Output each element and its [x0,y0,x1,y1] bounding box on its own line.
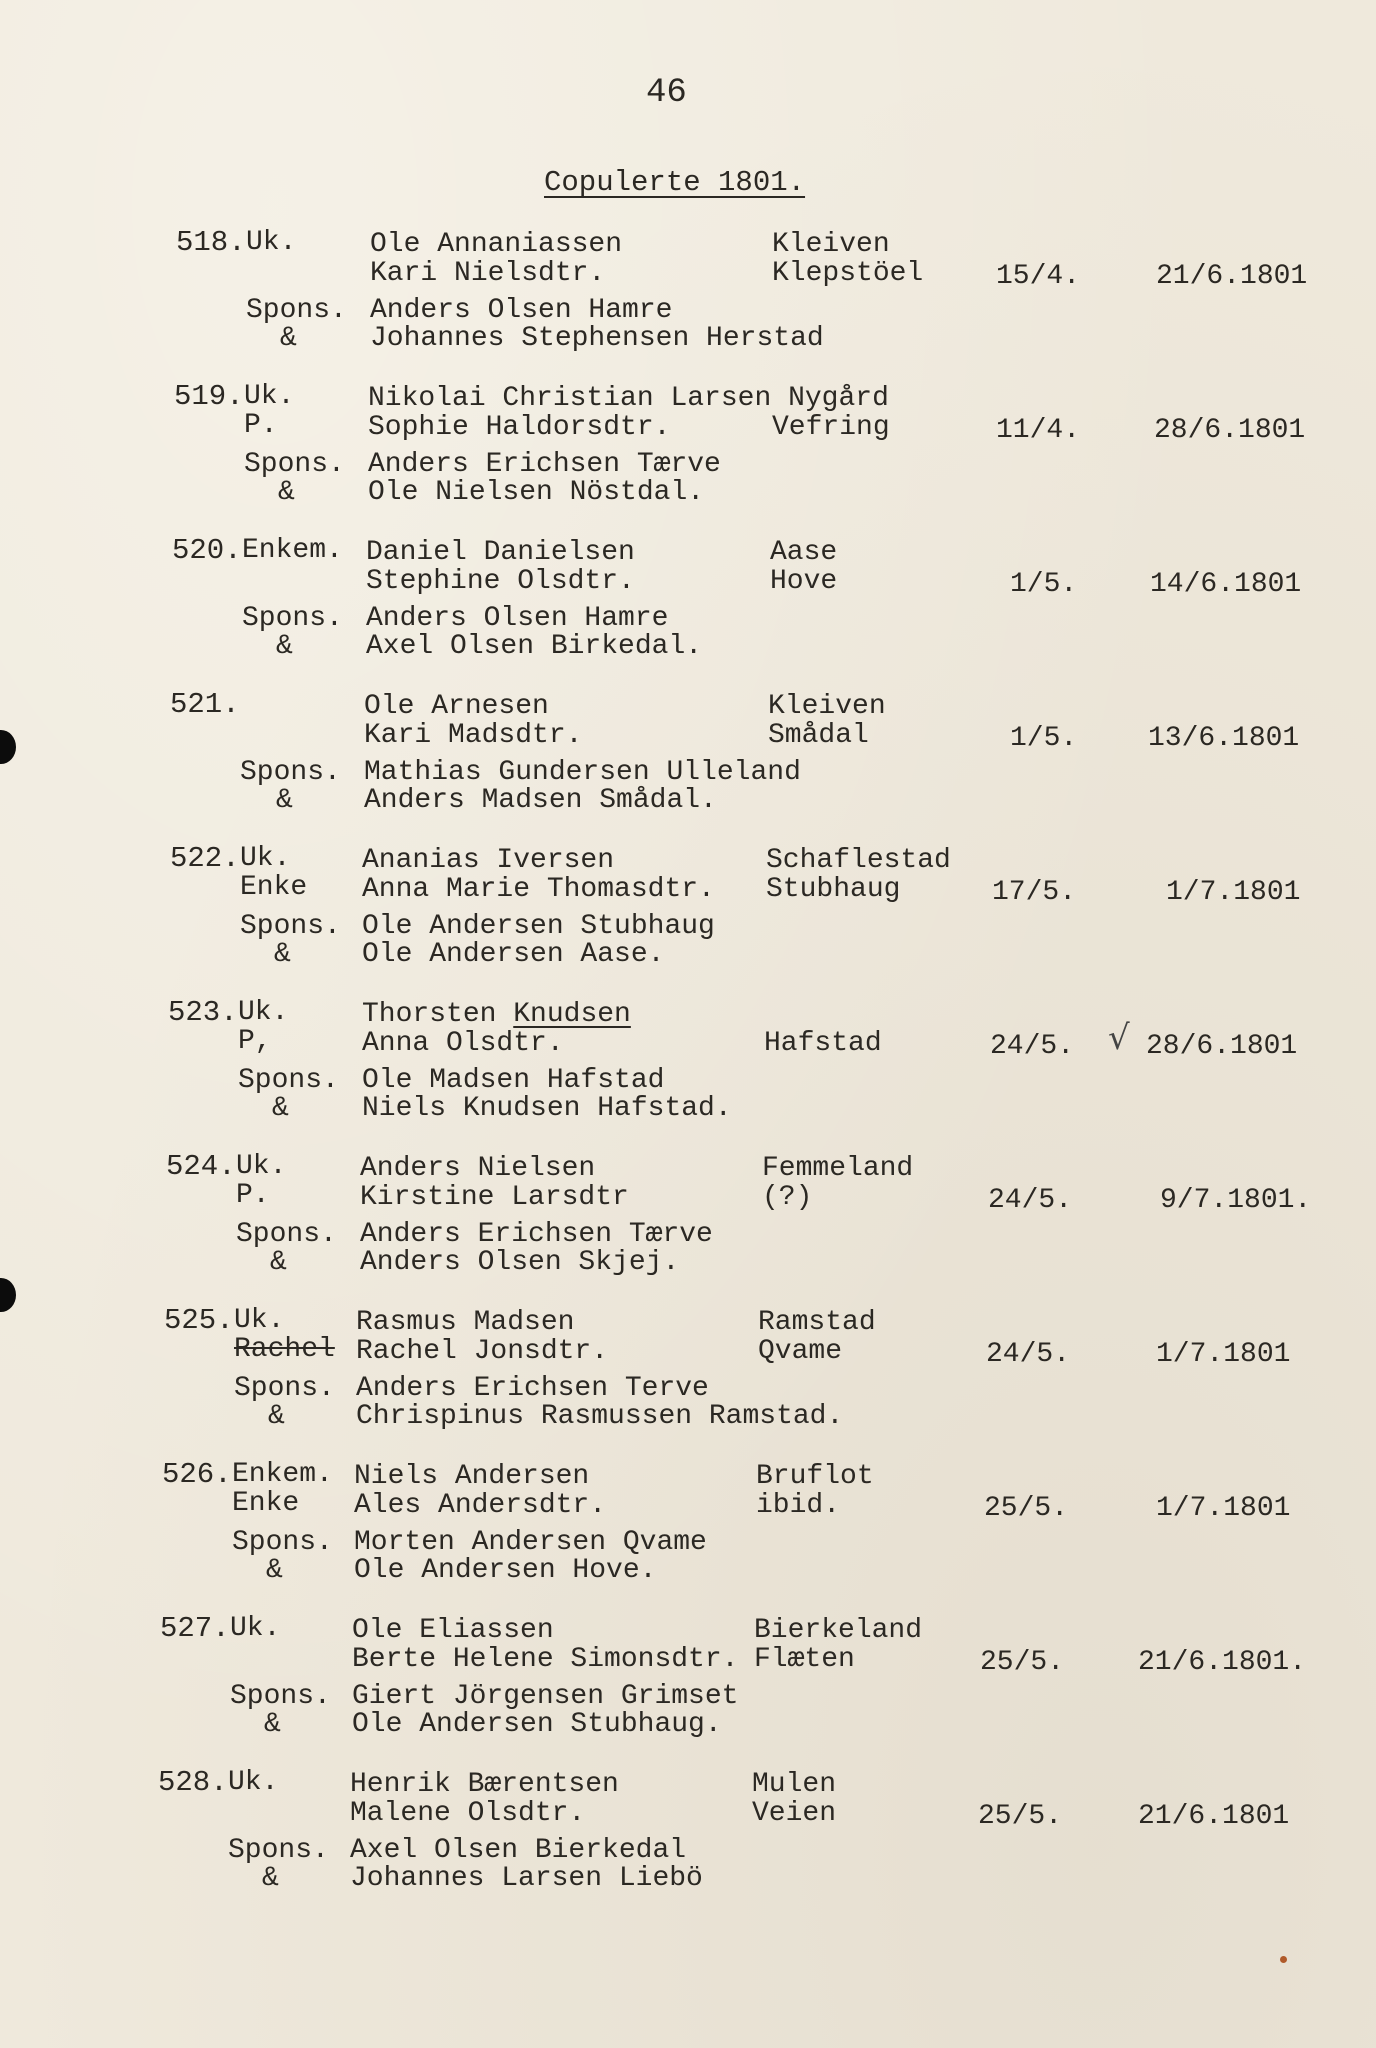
bride-status-struck: Rachel [234,1334,335,1365]
ink-spot [1280,1956,1287,1963]
marriage-entry [0,690,1376,840]
marriage-entry [0,382,1376,532]
sponsor-2: Johannes Larsen Liebö [350,1863,703,1894]
ampersand: & [276,785,293,816]
sponsor-1: Morten Andersen Qvame [354,1527,707,1558]
bride-name: Sophie Haldorsdtr. [368,412,671,443]
sponsor-2: Niels Knudsen Hafstad. [362,1093,732,1124]
groom-surname: Knudsen [513,999,631,1030]
ampersand: & [270,1247,287,1278]
groom-name: Ananias Iversen [362,845,615,876]
banns-date: 17/5. [992,877,1077,908]
sponsor-1: Anders Olsen Hamre [370,295,673,326]
sponsors-label: Spons. [228,1835,329,1866]
groom-status: Uk. [244,381,295,412]
groom-name: Henrik Bærentsen [350,1769,619,1800]
sponsors-label: Spons. [240,911,341,942]
page-title: Copulerte 1801. [544,166,806,199]
sponsor-2: Ole Andersen Aase. [362,939,665,970]
banns-date: 1/5. [1010,723,1078,754]
groom-name: Ole Arnesen [364,691,549,722]
bride-name: Malene Olsdtr. [350,1798,586,1829]
sponsor-1: Mathias Gundersen Ulleland [364,757,801,788]
banns-date: 24/5. [990,1031,1075,1062]
wedding-date: 28/6.1801 [1154,415,1306,446]
groom-status: Enkem. [232,1459,333,1490]
marriage-entry [0,1152,1376,1302]
ampersand: & [262,1863,279,1894]
wedding-date: 14/6.1801 [1150,569,1302,600]
sponsor-1: Anders Erichsen Tærve [368,449,721,480]
groom-name: Daniel Danielsen [366,537,635,568]
marriage-entry [0,844,1376,994]
groom-place: Kleiven [768,691,886,722]
bride-name: Kirstine Larsdtr [360,1182,629,1213]
ampersand: & [266,1555,283,1586]
entry-number: 528. [158,1766,228,1799]
sponsors-label: Spons. [246,295,347,326]
sponsors-label: Spons. [244,449,345,480]
groom-place: Femmeland [762,1153,914,1184]
sponsor-1: Anders Erichsen Terve [356,1373,709,1404]
groom-place: Mulen [752,1769,837,1800]
sponsor-1: Ole Andersen Stubhaug [362,911,715,942]
bride-name: Berte Helene Simonsdtr. [352,1644,739,1675]
entry-number: 520. [172,534,242,567]
bride-place: Veien [752,1798,837,1829]
bride-status: P. [236,1180,270,1211]
wedding-date: 1/7.1801 [1166,877,1301,908]
groom-first-name: Thorsten [362,999,514,1030]
groom-place: Bierkeland [754,1615,923,1646]
bride-status: P, [238,1026,272,1057]
ampersand: & [278,477,295,508]
bride-name: Anna Marie Thomasdtr. [362,874,715,905]
sponsor-1: Anders Erichsen Tærve [360,1219,713,1250]
entry-number: 524. [166,1150,236,1183]
groom-name: Ole Eliassen [352,1615,554,1646]
sponsor-2: Ole Andersen Stubhaug. [352,1709,722,1740]
groom-place: Ramstad [758,1307,876,1338]
banns-date: 24/5. [988,1185,1073,1216]
marriage-entry [0,998,1376,1148]
ampersand: & [280,323,297,354]
banns-date: 11/4. [996,415,1081,446]
marriage-entry [0,536,1376,686]
wedding-date: 13/6.1801 [1148,723,1300,754]
entry-number: 519. [174,380,244,413]
groom-place: Schaflestad [766,845,951,876]
groom-place: Kleiven [772,229,890,260]
sponsors-label: Spons. [238,1065,339,1096]
sponsor-2: Axel Olsen Birkedal. [366,631,703,662]
sponsors-label: Spons. [242,603,343,634]
sponsor-1: Anders Olsen Hamre [366,603,669,634]
marriage-entry [0,1768,1376,1918]
bride-name: Kari Madsdtr. [364,720,583,751]
bride-place: Qvame [758,1336,843,1367]
bride-name: Stephine Olsdtr. [366,566,635,597]
groom-name: Niels Andersen [354,1461,590,1492]
sponsor-2: Ole Andersen Hove. [354,1555,657,1586]
checkmark-icon: √ [1108,1018,1130,1058]
bride-name: Kari Nielsdtr. [370,258,606,289]
groom-status: Uk. [230,1613,281,1644]
bride-place: ibid. [756,1490,841,1521]
entry-number: 526. [162,1458,232,1491]
sponsor-1: Axel Olsen Bierkedal [350,1835,687,1866]
entry-number: 521. [170,688,240,721]
sponsor-2: Anders Olsen Skjej. [360,1247,680,1278]
sponsors-label: Spons. [236,1219,337,1250]
bride-status: Enke [232,1488,300,1519]
entry-number: 527. [160,1612,230,1645]
wedding-date: 9/7.1801. [1160,1185,1312,1216]
wedding-date: 21/6.1801 [1138,1801,1290,1832]
bride-place: Hove [770,566,838,597]
groom-name [362,1000,631,1029]
entry-number: 518. [176,226,246,259]
wedding-date: 21/6.1801. [1138,1647,1307,1678]
bride-place: Vefring [772,412,890,443]
wedding-date: 1/7.1801 [1156,1493,1291,1524]
groom-status: Enkem. [242,535,343,566]
bride-status: Enke [240,872,308,903]
wedding-date: 1/7.1801 [1156,1339,1291,1370]
sponsors-label: Spons. [232,1527,333,1558]
banns-date: 1/5. [1010,569,1078,600]
groom-status: Uk. [236,1151,287,1182]
sponsors-label: Spons. [234,1373,335,1404]
banns-date: 25/5. [980,1647,1065,1678]
ampersand: & [272,1093,289,1124]
groom-place: Bruflot [756,1461,874,1492]
entry-number: 525. [164,1304,234,1337]
bride-name: Rachel Jonsdtr. [356,1336,609,1367]
groom-status: Uk. [246,227,297,258]
ampersand: & [276,631,293,662]
entry-number: 522. [170,842,240,875]
groom-status: Uk. [238,997,289,1028]
marriage-entry [0,1614,1376,1764]
bride-name: Ales Andersdtr. [354,1490,607,1521]
ampersand: & [268,1401,285,1432]
entry-number: 523. [168,996,238,1029]
sponsors-label: Spons. [240,757,341,788]
groom-status: Uk. [234,1305,285,1336]
sponsor-2: Johannes Stephensen Herstad [370,323,824,354]
groom-status: Uk. [228,1767,279,1798]
groom-name: Rasmus Madsen [356,1307,575,1338]
banns-date: 25/5. [984,1493,1069,1524]
bride-place: (?) [762,1182,813,1213]
bride-place: Klepstöel [772,258,924,289]
bride-place: Stubhaug [766,874,901,905]
bride-place: Smådal [768,720,869,751]
groom-name: Nikolai Christian Larsen Nygård [368,383,889,414]
banns-date: 25/5. [978,1801,1063,1832]
page-number: 46 [646,74,687,112]
groom-name: Anders Nielsen [360,1153,596,1184]
sponsors-label: Spons. [230,1681,331,1712]
sponsor-2: Ole Nielsen Nöstdal. [368,477,705,508]
banns-date: 24/5. [986,1339,1071,1370]
sponsor-2: Chrispinus Rasmussen Ramstad. [356,1401,844,1432]
sponsor-2: Anders Madsen Smådal. [364,785,717,816]
bride-status: P. [244,410,278,441]
ampersand: & [274,939,291,970]
groom-place: Aase [770,537,838,568]
groom-name: Ole Annaniassen [370,229,623,260]
wedding-date: 21/6.1801 [1156,261,1308,292]
ampersand: & [264,1709,281,1740]
marriage-entry [0,1460,1376,1610]
marriage-entry [0,1306,1376,1456]
banns-date: 15/4. [996,261,1081,292]
bride-place: Flæten [754,1644,855,1675]
bride-place: Hafstad [764,1028,882,1059]
sponsor-1: Ole Madsen Hafstad [362,1065,665,1096]
marriage-entry [0,228,1376,378]
groom-status: Uk. [240,843,291,874]
bride-name: Anna Olsdtr. [362,1028,564,1059]
sponsor-1: Giert Jörgensen Grimset [352,1681,739,1712]
wedding-date: 28/6.1801 [1146,1031,1298,1062]
